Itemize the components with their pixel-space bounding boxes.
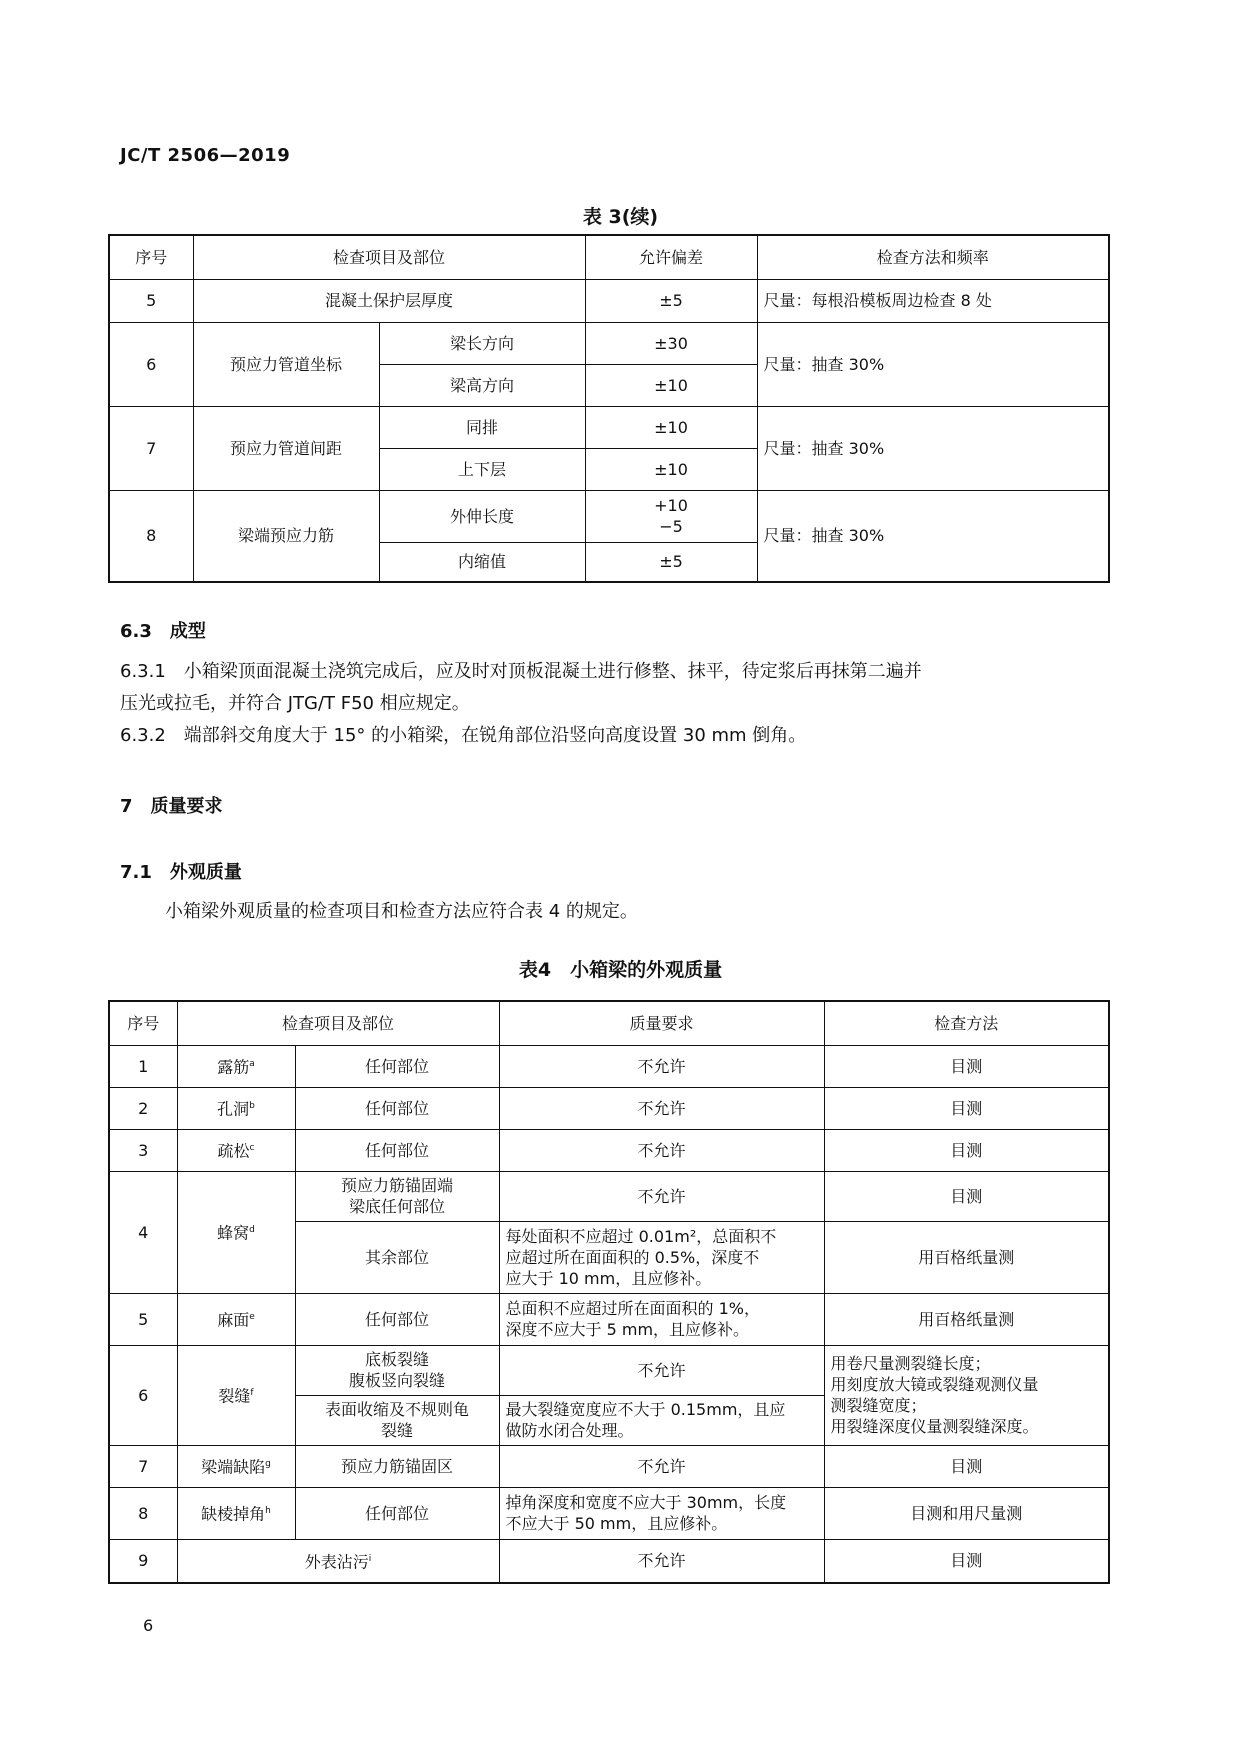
defect-part xyxy=(295,1395,499,1445)
defect-part-line: 底板裂缝 xyxy=(365,1350,430,1369)
row-number: 7 xyxy=(109,1445,177,1487)
defect-part: 任何部位 xyxy=(295,1487,499,1539)
quality-requirement: 不允许 xyxy=(499,1345,824,1395)
check-item: 梁端预应力筋 xyxy=(193,490,379,582)
note-mark: e xyxy=(249,1312,255,1323)
quality-requirement xyxy=(499,1293,824,1345)
defect-part: 任何部位 xyxy=(295,1129,499,1171)
check-subitem: 梁高方向 xyxy=(379,364,585,406)
row-number: 5 xyxy=(109,279,193,322)
quality-requirement: 不允许 xyxy=(499,1045,824,1087)
method-line: 测裂缝宽度； xyxy=(830,1396,927,1415)
defect-part-line: 预应力筋锚固端 xyxy=(341,1176,454,1195)
row-number: 1 xyxy=(109,1045,177,1087)
header-cell: 检查项目及部位 xyxy=(193,235,585,279)
note-mark: f xyxy=(250,1388,254,1399)
requirement-line: 做防水闭合处理。 xyxy=(505,1421,634,1440)
quality-requirement: 不允许 xyxy=(499,1129,824,1171)
table3 xyxy=(108,234,1110,583)
row-number: 5 xyxy=(109,1293,177,1345)
header-cell: 序号 xyxy=(109,235,193,279)
page-number: 6 xyxy=(143,1616,154,1635)
defect-item xyxy=(177,1087,295,1129)
header-cell: 质量要求 xyxy=(499,1001,824,1045)
defect-part-line: 梁底任何部位 xyxy=(349,1197,446,1216)
table-row xyxy=(109,1045,1109,1087)
check-method: 目测 xyxy=(824,1087,1109,1129)
tolerance: ±10 xyxy=(585,406,757,448)
table-row xyxy=(109,1487,1109,1539)
row-number: 4 xyxy=(109,1171,177,1293)
check-subitem: 外伸长度 xyxy=(379,490,585,542)
method-line: 用卷尺量测裂缝长度； xyxy=(830,1354,991,1373)
defect-item xyxy=(177,1345,295,1445)
check-method: 目测 xyxy=(824,1171,1109,1221)
quality-requirement: 不允许 xyxy=(499,1087,824,1129)
defect-name: 裂缝 xyxy=(218,1386,251,1406)
check-subitem: 梁长方向 xyxy=(379,322,585,364)
row-number: 8 xyxy=(109,1487,177,1539)
defect-item xyxy=(177,1445,295,1487)
requirement-line: 总面积不应超过所在面面积的 1%， xyxy=(505,1299,760,1318)
note-mark: a xyxy=(249,1059,255,1070)
check-item: 预应力管道间距 xyxy=(193,406,379,490)
clause-6-3-1-line2: 压光或拉毛，并符合 JTG/T F50 相应规定。 xyxy=(120,693,470,714)
note-mark: d xyxy=(249,1225,255,1236)
check-method: 尺量：抽查 30% xyxy=(757,406,1109,490)
defect-name: 麻面 xyxy=(217,1310,250,1330)
table-row xyxy=(109,406,1109,448)
header-cell: 检查方法和频率 xyxy=(757,235,1109,279)
check-method: 尺量：每根沿模板周边检查 8 处 xyxy=(757,279,1109,322)
table-row xyxy=(109,279,1109,322)
table3-header-row xyxy=(109,235,1109,279)
defect-part: 其余部位 xyxy=(295,1221,499,1293)
requirement-line: 不应大于 50 mm，且应修补。 xyxy=(505,1514,728,1533)
row-number: 9 xyxy=(109,1539,177,1583)
defect-name: 外表沾污 xyxy=(304,1552,369,1572)
method-line: 用刻度放大镜或裂缝观测仪量 xyxy=(830,1375,1039,1394)
section-6-3-title: 6.3 成型 xyxy=(120,621,206,642)
header-cell: 检查方法 xyxy=(824,1001,1109,1045)
defect-name: 蜂窝 xyxy=(217,1223,250,1243)
requirement-line: 应超过所在面面积的 0.5%，深度不 xyxy=(505,1247,760,1267)
defect-part xyxy=(295,1345,499,1395)
requirement-line: 最大裂缝宽度应不大于 0.15mm，且应 xyxy=(505,1400,786,1419)
table-row xyxy=(109,1293,1109,1345)
note-mark: b xyxy=(249,1101,255,1112)
quality-requirement xyxy=(499,1487,824,1539)
table-row xyxy=(109,1345,1109,1395)
check-subitem: 同排 xyxy=(379,406,585,448)
header-cell: 允许偏差 xyxy=(585,235,757,279)
row-number: 6 xyxy=(109,1345,177,1445)
tolerance-upper: +10 xyxy=(654,496,688,515)
defect-item xyxy=(177,1129,295,1171)
standard-code: JC/T 2506—2019 xyxy=(120,145,291,166)
table-row xyxy=(109,490,1109,542)
defect-item xyxy=(177,1487,295,1539)
header-cell: 序号 xyxy=(109,1001,177,1045)
defect-part: 任何部位 xyxy=(295,1293,499,1345)
check-item: 混凝土保护层厚度 xyxy=(193,279,585,322)
note-mark: i xyxy=(368,1554,372,1565)
check-subitem: 上下层 xyxy=(379,448,585,490)
section-7-1-title: 7.1 外观质量 xyxy=(120,862,242,883)
method-line: 用裂缝深度仪量测裂缝深度。 xyxy=(830,1417,1039,1436)
table-row xyxy=(109,1539,1109,1583)
table-row xyxy=(109,1087,1109,1129)
quality-requirement: 不允许 xyxy=(499,1445,824,1487)
table4-caption: 表4 小箱梁的外观质量 xyxy=(518,959,723,981)
check-method: 目测 xyxy=(824,1539,1109,1583)
check-method: 目测 xyxy=(824,1129,1109,1171)
tolerance: ±10 xyxy=(585,448,757,490)
table-row xyxy=(109,1129,1109,1171)
defect-item xyxy=(177,1171,295,1293)
note-mark: c xyxy=(249,1143,255,1154)
table-row xyxy=(109,1445,1109,1487)
table3-caption: 表 3(续) xyxy=(582,206,659,228)
row-number: 6 xyxy=(109,322,193,406)
defect-part: 任何部位 xyxy=(295,1045,499,1087)
tolerance: ±5 xyxy=(585,279,757,322)
clause-6-3-1-line1: 6.3.1 小箱梁顶面混凝土浇筑完成后，应及时对顶板混凝土进行修整、抹平，待定浆后再抹第二遍并 xyxy=(120,661,922,682)
defect-item xyxy=(177,1045,295,1087)
check-method: 尺量：抽查 30% xyxy=(757,490,1109,582)
row-number: 3 xyxy=(109,1129,177,1171)
defect-name: 露筋 xyxy=(217,1057,250,1077)
defect-item xyxy=(177,1539,499,1583)
quality-requirement xyxy=(499,1395,824,1445)
quality-requirement xyxy=(499,1221,824,1293)
defect-part-line: 裂缝 xyxy=(381,1421,414,1440)
section-7-title: 7 质量要求 xyxy=(120,796,223,817)
table-row xyxy=(109,322,1109,364)
quality-requirement: 不允许 xyxy=(499,1171,824,1221)
requirement-line: 应大于 10 mm，且应修补。 xyxy=(505,1268,712,1288)
defect-part: 任何部位 xyxy=(295,1087,499,1129)
table-row xyxy=(109,1171,1109,1221)
row-number: 2 xyxy=(109,1087,177,1129)
table4 xyxy=(108,1000,1110,1584)
tolerance: ±5 xyxy=(585,542,757,582)
check-method: 尺量：抽查 30% xyxy=(757,322,1109,406)
requirement-line: 掉角深度和宽度不应大于 30mm，长度 xyxy=(505,1493,787,1512)
check-subitem: 内缩值 xyxy=(379,542,585,582)
table4-header-row xyxy=(109,1001,1109,1045)
defect-part: 预应力筋锚固区 xyxy=(295,1445,499,1487)
defect-name: 梁端缺陷 xyxy=(201,1457,266,1477)
tolerance: ±10 xyxy=(585,364,757,406)
tolerance xyxy=(585,490,757,542)
defect-name: 疏松 xyxy=(217,1141,250,1161)
section-7-1-text: 小箱梁外观质量的检查项目和检查方法应符合表 4 的规定。 xyxy=(165,901,638,922)
defect-name: 缺棱掉角 xyxy=(201,1504,266,1524)
defect-name: 孔洞 xyxy=(217,1099,250,1119)
requirement-line: 深度不应大于 5 mm，且应修补。 xyxy=(505,1320,750,1339)
check-method: 目测 xyxy=(824,1445,1109,1487)
defect-part xyxy=(295,1171,499,1221)
defect-part-line: 表面收缩及不规则龟 xyxy=(325,1400,470,1419)
check-method: 用百格纸量测 xyxy=(824,1293,1109,1345)
quality-requirement: 不允许 xyxy=(499,1539,824,1583)
defect-part-line: 腹板竖向裂缝 xyxy=(349,1371,446,1390)
tolerance: ±30 xyxy=(585,322,757,364)
row-number: 8 xyxy=(109,490,193,582)
header-cell: 检查项目及部位 xyxy=(177,1001,499,1045)
tolerance-lower: −5 xyxy=(659,517,683,536)
check-method: 目测和用尺量测 xyxy=(824,1487,1109,1539)
check-method xyxy=(824,1345,1109,1445)
clause-6-3-2: 6.3.2 端部斜交角度大于 15° 的小箱梁，在锐角部位沿竖向高度设置 30 mm 倒角。 xyxy=(120,725,807,746)
note-mark: h xyxy=(265,1506,271,1517)
defect-item xyxy=(177,1293,295,1345)
row-number: 7 xyxy=(109,406,193,490)
check-method: 用百格纸量测 xyxy=(824,1221,1109,1293)
check-item: 预应力管道坐标 xyxy=(193,322,379,406)
check-method: 目测 xyxy=(824,1045,1109,1087)
note-mark: g xyxy=(265,1459,271,1470)
requirement-line: 每处面积不应超过 0.01m²，总面积不 xyxy=(505,1226,777,1246)
